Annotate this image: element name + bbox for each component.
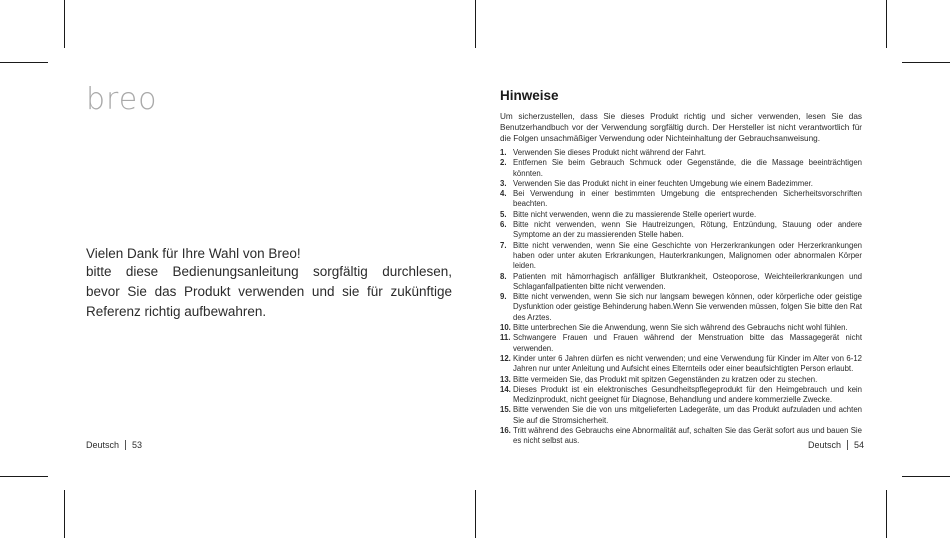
list-item [500,179,862,189]
item-text: Schwangere Frauen und Frauen während der Menstruation bitte das Massagegerät nicht verwenden. [513,333,862,353]
footer-language: Deutsch [86,440,120,450]
list-item [500,158,862,179]
list-item [500,292,862,323]
item-text: Bitte nicht verwenden, wenn Sie eine Geschichte von Herzerkrankungen oder Herzerkrankungen haben oder unter akuten Erkrankungen, Hauterkrankungen, Malignomen oder abnormalen Körper leiden. [513,240,862,271]
intro-line: Referenz richtig aufbewahren. [86,304,267,319]
notice-list [500,148,862,447]
item-number: 3. [500,178,507,188]
breo-logo: breo [86,82,158,117]
item-number: 5. [500,209,507,219]
item-number: 13. [500,374,511,384]
intro-line: bitte diese Bedienungsanleitung sorgfältig durchlesen, [86,264,452,279]
list-item [500,241,862,272]
item-number: 1. [500,148,507,157]
item-text: Patienten mit hämorrhagisch anfälliger Blutkrankheit, Osteoporose, Weichteilerkrankungen und Schlaganfallpatienten bitte nicht verwenden. [513,271,862,291]
item-number: 15. [500,405,511,415]
list-item [500,148,862,158]
list-item [500,272,862,293]
footer-right [808,440,864,450]
item-number: 14. [500,384,511,394]
crop-mark [886,0,887,48]
item-text: Bei Verwendung in einer bestimmten Umgebung die entsprechenden Sicherheitsvorschriften beachten. [513,189,862,209]
list-item [500,189,862,210]
item-text: Bitte unterbrechen Sie die Anwendung, wenn Sie sich während des Gebrauchs nicht wohl fühlen. [513,323,848,333]
crop-mark [0,62,48,63]
list-item [500,405,862,426]
item-text: Verwenden Sie dieses Produkt nicht während der Fahrt. [513,148,706,157]
item-number: 16. [500,426,511,436]
list-item [500,220,862,241]
footer-language: Deutsch [808,440,842,450]
item-text: Kinder unter 6 Jahren dürfen es nicht verwenden; und eine Verwendung für Kinder im Alter von 6-12 Jahren nur unter Anleitung und Aufsicht eines Elternteils oder einer beaufsichtigten Person erlaubt. [513,353,862,374]
crop-mark [902,476,950,477]
page-number: 54 [854,440,865,450]
list-item [500,210,862,220]
item-number: 7. [500,240,507,250]
item-number: 6. [500,220,507,230]
item-text: Bitte nicht verwenden, wenn die zu massierende Stelle operiert wurde. [513,209,757,219]
intro-text [86,262,452,322]
item-text: Verwenden Sie das Produkt nicht in einer feuchten Umgebung wie einem Badezimmer. [513,178,813,188]
item-text: Bitte nicht verwenden, wenn Sie sich nur langsam bewegen können, oder körperliche oder geistige Dysfunktion oder geistige Behinderung haben.Wenn Sie verwenden müssen, folgen Sie bitte den Rat des Arztes. [513,292,862,322]
item-number: 10. [500,323,511,333]
list-item [500,323,862,333]
footer-left [86,440,142,450]
item-number: 4. [500,189,507,199]
intro-line: bevor Sie das Produkt verwenden und sie für zukünftige [86,284,452,299]
page-number: 53 [132,440,143,450]
list-item [500,333,862,354]
item-number: 9. [500,292,507,302]
item-text: Bitte nicht verwenden, wenn Sie Hautreizungen, Rötung, Entzündung, Stauung oder andere Symptome an der zu massierenden Stelle haben. [513,220,862,240]
item-text: Bitte vermeiden Sie, das Produkt mit spitzen Gegenständen zu kratzen oder zu stechen. [513,374,818,384]
item-number: 2. [500,158,507,168]
item-text: Bitte verwenden Sie die von uns mitgelieferten Ladegeräte, um das Produkt aufzuladen und achten Sie auf die Stromsicherheit. [513,405,862,425]
item-number: 8. [500,271,507,281]
crop-mark [902,62,950,63]
thanks-text: Vielen Dank für Ihre Wahl von Breo! [86,246,301,261]
footer-separator [847,440,848,450]
list-item [500,385,862,406]
item-text: Tritt während des Gebrauchs eine Abnormalität auf, schalten Sie das Gerät sofort aus und bauen Sie es nicht selbst aus. [513,426,862,446]
item-text: Dieses Produkt ist ein elektronisches Gesundheitspflegeprodukt für den Heimgebrauch und kein Medizinprodukt, nicht geeignet für Diagnose, Behandlung und andere kommerzielle Zwecke. [513,384,862,405]
crop-mark [64,0,65,48]
crop-mark [64,490,65,538]
crop-mark [475,490,476,538]
intro-paragraph: Um sicherzustellen, dass Sie dieses Produkt richtig und sicher verwenden, lesen Sie das Benutzerhandbuch vor der Verwendung sorgfältig durch. Der Hersteller ist nicht verantwortlich für die Folgen unsachmäßiger Verwendung oder Nichteinhaltung der Gebrauchsanweisung. [500,112,862,143]
item-number: 12. [500,353,511,363]
list-item [500,375,862,385]
crop-mark [886,490,887,538]
footer-separator [125,440,126,450]
crop-mark [0,476,48,477]
item-text: Entfernen Sie beim Gebrauch Schmuck oder Gegenstände, die die Massage beeinträchtigen könnten. [513,158,862,178]
crop-mark [475,0,476,48]
section-heading: Hinweise [500,88,559,103]
item-number: 11. [500,333,511,343]
list-item [500,354,862,375]
